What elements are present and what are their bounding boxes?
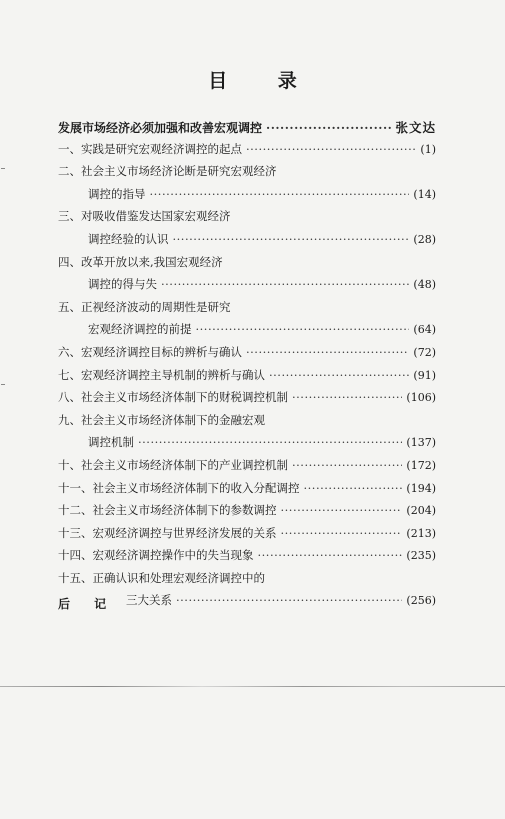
toc-entry-title: 二、社会主义市场经济论断是研究宏观经济 [58, 164, 277, 179]
toc-entry-page-number: (235) [406, 549, 436, 563]
toc-entry-title: 十四、宏观经济调控操作中的失当现象 [58, 548, 254, 563]
toc-entry-page-number: (48) [413, 278, 436, 292]
toc-entry-title: 八、社会主义市场经济体制下的财税调控机制 [58, 390, 288, 405]
toc-entry [58, 480, 436, 503]
toc-entry-page-number: (1) [420, 142, 436, 156]
toc-entry [58, 141, 436, 164]
toc-entry [58, 231, 436, 254]
dot-leader [258, 548, 403, 562]
toc-entry [58, 434, 436, 457]
toc-entry-page-number: (256) [406, 594, 436, 608]
dot-leader [292, 458, 402, 472]
toc-entry-title: 一、实践是研究宏观经济调控的起点 [58, 141, 242, 156]
toc-entry-title: 调控的指导 [88, 186, 146, 201]
toc-entry-title: 三大关系 [126, 593, 172, 608]
toc-entry [58, 525, 436, 548]
dot-leader [266, 121, 391, 135]
toc-entry-page-number: (72) [413, 345, 436, 359]
afterword-heading: 后 记 [58, 597, 117, 611]
toc-entry [58, 208, 436, 231]
toc-entry-page-number: (204) [406, 504, 436, 518]
toc-entry [58, 502, 436, 525]
toc-entry-page-number: (106) [406, 391, 436, 405]
dot-leader [281, 503, 403, 517]
dot-leader [304, 481, 403, 495]
toc-entry-title: 三、对吸收借鉴发达国家宏观经济 [58, 209, 231, 224]
dot-leader [161, 277, 409, 291]
toc-entry-author: 张文达 [395, 120, 436, 135]
margin-tick-mark [1, 168, 5, 169]
toc-entry [58, 163, 436, 186]
toc-entry [58, 186, 436, 209]
toc-entry-page-number: (14) [413, 187, 436, 201]
toc-entry [58, 254, 436, 277]
dot-leader [292, 390, 402, 404]
toc-entry-title: 十一、社会主义市场经济体制下的收入分配调控 [58, 480, 300, 495]
page-title: 目 录 [208, 70, 319, 92]
toc-entry [58, 276, 436, 299]
toc-entry [58, 570, 436, 593]
toc-entry-title: 七、宏观经济调控主导机制的辨析与确认 [58, 367, 265, 382]
margin-tick-mark [1, 384, 5, 385]
dot-leader [246, 345, 409, 359]
dot-leader [269, 368, 409, 382]
page-divider-line [0, 686, 505, 687]
toc-entry-page-number: (137) [406, 436, 436, 450]
toc-entry [58, 367, 436, 390]
toc-entry-title: 宏观经济调控的前提 [88, 322, 192, 337]
toc-entry [58, 412, 436, 435]
toc-entry-page-number: (64) [413, 323, 436, 337]
toc-entry-title: 调控的得与失 [88, 277, 157, 292]
toc-entry [58, 389, 436, 412]
toc-entry-title: 四、改革开放以来,我国宏观经济 [58, 254, 223, 269]
toc-entry-title: 九、社会主义市场经济体制下的金融宏观 [58, 412, 265, 427]
toc-entry-page-number: (172) [406, 458, 436, 472]
toc-entry [58, 547, 436, 570]
dot-leader [246, 142, 416, 156]
toc-entry-title: 发展市场经济必须加强和改善宏观调控 [58, 121, 263, 135]
dot-leader [173, 232, 410, 246]
toc-entry-title: 十二、社会主义市场经济体制下的参数调控 [58, 503, 277, 518]
toc-entry-page-number: (28) [413, 232, 436, 246]
dot-leader [150, 187, 410, 201]
dot-leader [281, 526, 403, 540]
dot-leader [176, 593, 402, 607]
toc-entry-page-number: (194) [406, 481, 436, 495]
toc-entry [58, 299, 436, 322]
toc-entry-title: 十、社会主义市场经济体制下的产业调控机制 [58, 457, 288, 472]
toc-entry-title: 六、宏观经济调控目标的辨析与确认 [58, 344, 242, 359]
table-of-contents [58, 118, 436, 615]
toc-entry [58, 118, 436, 141]
toc-entry [58, 321, 436, 344]
toc-entry-title: 调控机制 [88, 435, 134, 450]
toc-entry-title: 十三、宏观经济调控与世界经济发展的关系 [58, 525, 277, 540]
toc-entry-title: 调控经验的认识 [88, 231, 169, 246]
dot-leader [196, 322, 410, 336]
toc-entry-page-number: (213) [406, 526, 436, 540]
dot-leader [138, 435, 402, 449]
toc-entry-title: 五、正视经济波动的周期性是研究 [58, 299, 231, 314]
toc-entry [58, 457, 436, 480]
toc-entry-page-number: (91) [413, 368, 436, 382]
toc-entry-title: 十五、正确认识和处理宏观经济调控中的 [58, 570, 265, 585]
toc-entry [58, 344, 436, 367]
